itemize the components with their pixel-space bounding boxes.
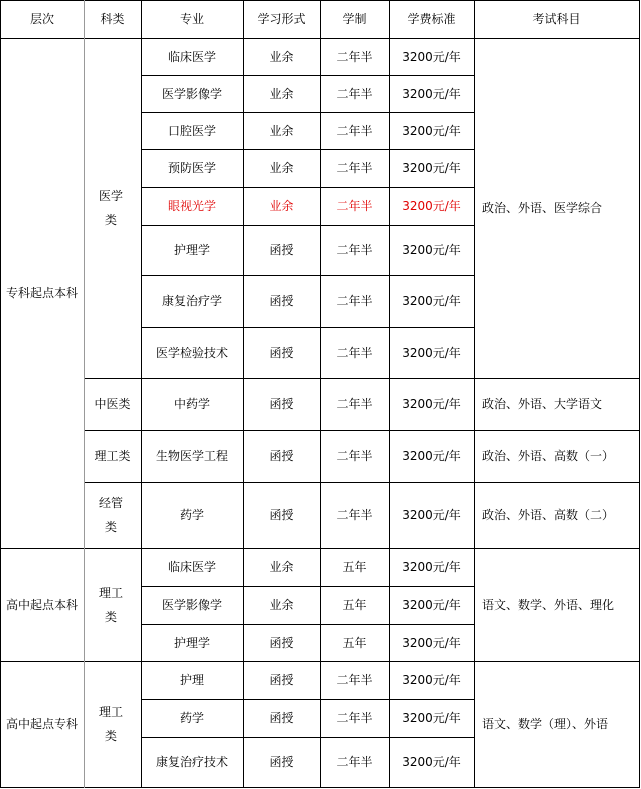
- fee-cell: 3200元/年: [402, 449, 461, 463]
- header-cell: 学习形式: [257, 12, 306, 26]
- duration-cell: 二年半: [336, 243, 373, 257]
- mode-cell: 函授: [269, 635, 294, 650]
- major-cell: 医学影像学: [161, 86, 222, 101]
- category-cell: 中医类: [94, 397, 131, 411]
- category-cell: 医学类: [98, 189, 123, 227]
- major-cell: 中药学: [173, 397, 210, 411]
- grid-line: [141, 0, 142, 788]
- mode-cell: 业余: [269, 123, 294, 138]
- exam-subjects-cell: 政治、外语、高数（一）: [482, 449, 615, 463]
- duration-cell: 二年半: [336, 755, 373, 769]
- major-cell: 药学: [179, 508, 204, 522]
- duration-cell: 二年半: [336, 199, 373, 213]
- major-cell: 护理学: [173, 243, 210, 257]
- grid-line: [320, 0, 321, 788]
- grid-line: [243, 0, 244, 788]
- fee-cell: 3200元/年: [402, 294, 461, 308]
- grid-line: [141, 149, 475, 150]
- duration-cell: 二年半: [336, 673, 373, 687]
- mode-cell: 函授: [269, 673, 294, 687]
- category-cell: 理工类: [98, 705, 123, 743]
- grid-line: [84, 0, 85, 788]
- major-cell: 口腔医学: [167, 123, 216, 138]
- fee-cell: 3200元/年: [402, 86, 461, 101]
- exam-subjects-cell: 政治、外语、医学综合: [482, 201, 603, 215]
- category-cell: 理工类: [98, 585, 123, 624]
- fee-cell: 3200元/年: [402, 673, 461, 687]
- grid-line: [141, 661, 475, 662]
- category-cell: 经管类: [98, 496, 123, 534]
- major-cell: 药学: [179, 711, 204, 725]
- duration-cell: 二年半: [336, 345, 373, 360]
- mode-cell: 业余: [269, 598, 294, 612]
- grid-line: [639, 0, 640, 788]
- fee-cell: 3200元/年: [402, 635, 461, 650]
- grid-line: [141, 327, 475, 328]
- mode-cell: 函授: [269, 449, 294, 463]
- mode-cell: 函授: [269, 711, 294, 725]
- mode-cell: 函授: [269, 345, 294, 360]
- level-cell: 高中起点专科: [5, 717, 78, 731]
- exam-subjects-cell: 政治、外语、大学语文: [482, 397, 603, 411]
- fee-cell: 3200元/年: [402, 397, 461, 411]
- fee-cell: 3200元/年: [402, 508, 461, 522]
- grid-line: [141, 75, 475, 76]
- duration-cell: 二年半: [336, 86, 373, 101]
- header-cell: 学制: [342, 12, 367, 26]
- level-cell: 专科起点本科: [5, 286, 78, 300]
- duration-cell: 五年: [342, 635, 367, 650]
- grid-line: [0, 0, 1, 788]
- grid-line: [141, 430, 475, 431]
- fee-cell: 3200元/年: [402, 49, 461, 64]
- duration-cell: 二年半: [336, 161, 373, 175]
- mode-cell: 函授: [269, 294, 294, 308]
- exam-subjects-cell: 政治、外语、高数（二）: [482, 508, 615, 522]
- duration-cell: 二年半: [336, 711, 373, 725]
- grid-line: [389, 0, 390, 788]
- grid-line: [141, 378, 475, 379]
- fee-cell: 3200元/年: [402, 243, 461, 257]
- grid-line: [141, 586, 475, 587]
- major-cell: 康复治疗技术: [155, 755, 228, 769]
- exam-subjects-cell: 语文、数学（理）、外语: [482, 717, 609, 731]
- header-cell: 专业: [179, 12, 204, 26]
- major-cell: 护理学: [173, 635, 210, 650]
- fee-cell: 3200元/年: [402, 123, 461, 138]
- mode-cell: 业余: [269, 161, 294, 175]
- major-cell: 临床医学: [167, 560, 216, 574]
- grid-line: [141, 548, 475, 549]
- category-cell: 理工类: [94, 449, 131, 463]
- major-cell: 生物医学工程: [155, 449, 228, 463]
- grid-line: [141, 624, 475, 625]
- major-cell: 医学影像学: [161, 598, 222, 612]
- fee-cell: 3200元/年: [402, 161, 461, 175]
- grid-line: [141, 225, 475, 226]
- header-cell: 考试科目: [532, 12, 581, 26]
- major-cell: 眼视光学: [167, 199, 216, 213]
- duration-cell: 五年: [342, 598, 367, 612]
- header-cell: 层次: [29, 12, 54, 26]
- fee-cell: 3200元/年: [402, 199, 461, 213]
- mode-cell: 业余: [269, 199, 294, 213]
- duration-cell: 二年半: [336, 123, 373, 138]
- major-cell: 康复治疗学: [161, 294, 222, 308]
- header-cell: 学费标准: [407, 12, 456, 26]
- grid-line: [141, 187, 475, 188]
- mode-cell: 函授: [269, 243, 294, 257]
- grid-line: [141, 275, 475, 276]
- fee-cell: 3200元/年: [402, 560, 461, 574]
- grid-line: [141, 699, 475, 700]
- duration-cell: 二年半: [336, 49, 373, 64]
- fee-cell: 3200元/年: [402, 598, 461, 612]
- mode-cell: 函授: [269, 397, 294, 411]
- fee-cell: 3200元/年: [402, 755, 461, 769]
- mode-cell: 函授: [269, 755, 294, 769]
- major-cell: 护理: [179, 673, 204, 687]
- grid-line: [141, 737, 475, 738]
- exam-subjects-cell: 语文、数学、外语、理化: [482, 597, 615, 612]
- duration-cell: 二年半: [336, 397, 373, 411]
- major-cell: 医学检验技术: [155, 345, 228, 360]
- mode-cell: 业余: [269, 86, 294, 101]
- duration-cell: 五年: [342, 560, 367, 574]
- mode-cell: 业余: [269, 560, 294, 574]
- grid-line: [474, 0, 475, 788]
- mode-cell: 业余: [269, 49, 294, 64]
- duration-cell: 二年半: [336, 508, 373, 522]
- fee-cell: 3200元/年: [402, 711, 461, 725]
- duration-cell: 二年半: [336, 294, 373, 308]
- mode-cell: 函授: [269, 508, 294, 522]
- major-cell: 预防医学: [167, 161, 216, 175]
- header-cell: 科类: [100, 12, 125, 26]
- grid-line: [141, 112, 475, 113]
- grid-line: [141, 482, 475, 483]
- level-cell: 高中起点本科: [5, 597, 78, 612]
- duration-cell: 二年半: [336, 449, 373, 463]
- fee-cell: 3200元/年: [402, 345, 461, 360]
- major-cell: 临床医学: [167, 49, 216, 64]
